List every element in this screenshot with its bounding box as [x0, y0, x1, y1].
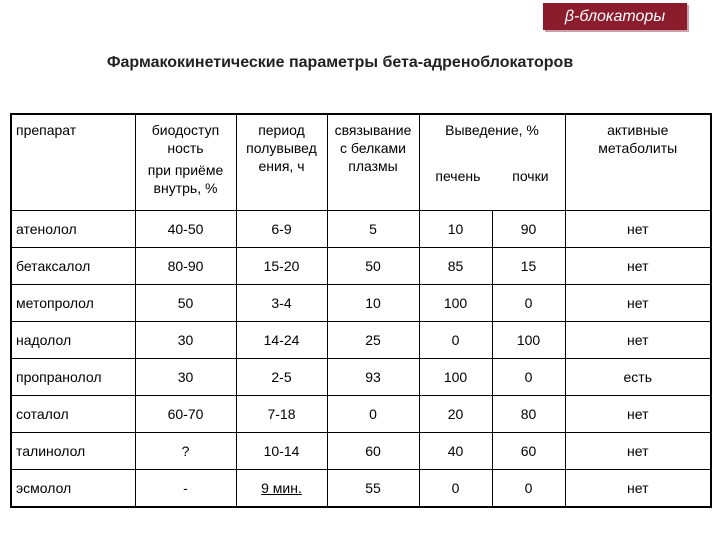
active-metabolites-cell: есть — [565, 358, 711, 395]
liver-elimination-cell: 0 — [419, 469, 492, 507]
protein-binding-cell: 25 — [327, 321, 419, 358]
bioavailability-cell: 80-90 — [135, 247, 236, 284]
header-bioavailability: биодоступ ность при приёме внутрь, % — [135, 114, 236, 210]
half-life-cell: 9 мин. — [236, 469, 327, 507]
active-metabolites-cell: нет — [565, 284, 711, 321]
header-half-life: период полувывед ения, ч — [236, 114, 327, 210]
topic-badge: β-блокаторы — [543, 3, 687, 30]
drug-name-cell: пропранолол — [11, 358, 135, 395]
half-life-cell: 10-14 — [236, 432, 327, 469]
table-row — [11, 210, 711, 247]
half-life-cell: 3-4 — [236, 284, 327, 321]
page-title: Фармакокинетические параметры бета-адреноблокаторов — [106, 54, 574, 71]
half-life-cell: 15-20 — [236, 247, 327, 284]
kidney-elimination-cell: 0 — [492, 284, 565, 321]
drug-name-cell: талинолол — [11, 432, 135, 469]
bioavailability-cell: 40-50 — [135, 210, 236, 247]
table-row — [11, 358, 711, 395]
drug-name-cell: соталол — [11, 395, 135, 432]
liver-elimination-cell: 85 — [419, 247, 492, 284]
table-row — [11, 469, 711, 507]
protein-binding-cell: 10 — [327, 284, 419, 321]
active-metabolites-cell: нет — [565, 469, 711, 507]
drug-name-cell: метопролол — [11, 284, 135, 321]
table-row — [11, 321, 711, 358]
table-row — [11, 432, 711, 469]
protein-binding-cell: 50 — [327, 247, 419, 284]
active-metabolites-cell: нет — [565, 395, 711, 432]
table-row — [11, 247, 711, 284]
kidney-elimination-cell: 90 — [492, 210, 565, 247]
bioavailability-cell: 30 — [135, 321, 236, 358]
table-row — [11, 284, 711, 321]
header-active-metabolites: активные метаболиты — [565, 114, 711, 210]
protein-binding-cell: 5 — [327, 210, 419, 247]
half-life-cell: 2-5 — [236, 358, 327, 395]
protein-binding-cell: 55 — [327, 469, 419, 507]
header-drug: препарат — [11, 114, 135, 210]
liver-elimination-cell: 40 — [419, 432, 492, 469]
kidney-elimination-cell: 60 — [492, 432, 565, 469]
half-life-cell: 7-18 — [236, 395, 327, 432]
protein-binding-cell: 0 — [327, 395, 419, 432]
active-metabolites-cell: нет — [565, 432, 711, 469]
bioavailability-cell: 50 — [135, 284, 236, 321]
active-metabolites-cell: нет — [565, 321, 711, 358]
active-metabolites-cell: нет — [565, 247, 711, 284]
pharmacokinetics-table — [10, 113, 712, 508]
kidney-elimination-cell: 80 — [492, 395, 565, 432]
protein-binding-cell: 60 — [327, 432, 419, 469]
bioavailability-cell: 60-70 — [135, 395, 236, 432]
half-life-cell: 6-9 — [236, 210, 327, 247]
kidney-elimination-cell: 100 — [492, 321, 565, 358]
header-kidney: почки — [512, 168, 549, 184]
liver-elimination-cell: 0 — [419, 321, 492, 358]
kidney-elimination-cell: 15 — [492, 247, 565, 284]
protein-binding-cell: 93 — [327, 358, 419, 395]
table-row — [11, 395, 711, 432]
drug-name-cell: бетаксалол — [11, 247, 135, 284]
liver-elimination-cell: 100 — [419, 358, 492, 395]
header-elimination: Выведение, % печень почки — [419, 114, 565, 210]
bioavailability-cell: - — [135, 469, 236, 507]
kidney-elimination-cell: 0 — [492, 358, 565, 395]
bioavailability-cell: 30 — [135, 358, 236, 395]
liver-elimination-cell: 10 — [419, 210, 492, 247]
half-life-cell: 14-24 — [236, 321, 327, 358]
header-protein-binding: связывание с белками плазмы — [327, 114, 419, 210]
active-metabolites-cell: нет — [565, 210, 711, 247]
drug-name-cell: атенолол — [11, 210, 135, 247]
drug-name-cell: эсмолол — [11, 469, 135, 507]
kidney-elimination-cell: 0 — [492, 469, 565, 507]
drug-name-cell: надолол — [11, 321, 135, 358]
bioavailability-cell: ? — [135, 432, 236, 469]
liver-elimination-cell: 20 — [419, 395, 492, 432]
header-liver: печень — [435, 168, 481, 184]
liver-elimination-cell: 100 — [419, 284, 492, 321]
